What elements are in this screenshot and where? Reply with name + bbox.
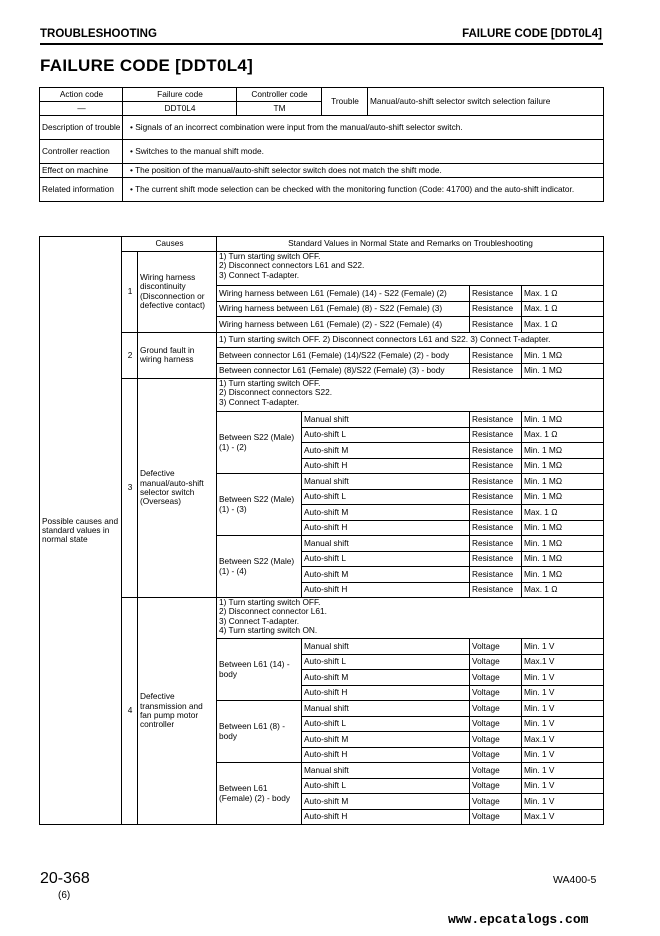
cause-1-row-1-type: Resistance [470,286,522,302]
cause-4-g2-r1-type: Voltage [470,701,522,717]
cause-3-g3-r4-pos: Auto-shift H [302,582,470,598]
cause-4-g2-r4-pos: Auto-shift H [302,747,470,763]
effect-label: Effect on machine [40,164,123,178]
cause-3-g1-r4-value: Min. 1 MΩ [522,458,604,474]
cause-3-g2-r2-pos: Auto-shift L [302,489,470,505]
cause-3-g2-r3-value: Max. 1 Ω [522,505,604,521]
cause-4-g2-r3-value: Max.1 V [522,732,604,748]
cause-4-g1-r1-pos: Manual shift [302,639,470,655]
cause-2-name: Ground fault in wiring harness [138,332,217,379]
cause-3-group-1-between: Between S22 (Male) (1) - (2) [217,412,302,474]
col-standard-values: Standard Values in Normal State and Remarks on Troubleshooting [217,237,604,252]
cause-2-row-1-type: Resistance [470,348,522,364]
effect-text: • The position of the manual/auto-shift selector switch does not match the shift mode. [130,165,442,175]
cause-3-g2-r3-type: Resistance [470,505,522,521]
cause-3-g1-r3-value: Min. 1 MΩ [522,443,604,459]
possible-causes-label: Possible causes and standard values in normal state [40,237,122,825]
cause-1-row-2-type: Resistance [470,301,522,317]
header-rule [40,43,603,45]
cause-4-step-2: 2) Disconnect connector L61. [219,606,327,617]
cause-3-g1-r1-type: Resistance [470,412,522,428]
watermark-url: www.epcatalogs.com [448,912,589,927]
cause-4-g3-r4-pos: Auto-shift H [302,809,470,825]
cause-3-group-3-between: Between S22 (Male) (1) - (4) [217,536,302,598]
section-header: TROUBLESHOOTING [40,28,157,40]
cause-3-g2-r4-pos: Auto-shift H [302,520,470,536]
causes-table [39,236,604,825]
cause-2-steps: 1) Turn starting switch OFF. 2) Disconnect connectors L61 and S22. 3) Connect T-adapter. [217,332,604,348]
cause-3-g1-r2-value: Max. 1 Ω [522,427,604,443]
cause-3-g1-r4-type: Resistance [470,458,522,474]
machine-model: WA400-5 [553,874,597,886]
cause-1-row-1-value: Max. 1 Ω [522,286,604,302]
controller-reaction-text: • Switches to the manual shift mode. [130,146,264,156]
cause-3-g3-r3-type: Resistance [470,567,522,583]
cause-4-number: 4 [122,598,138,825]
cause-3-g3-r2-type: Resistance [470,551,522,567]
revision-number: (6) [58,890,71,901]
cause-3-g2-r3-pos: Auto-shift M [302,505,470,521]
cause-3-number: 3 [122,379,138,598]
cause-4-g2-r2-value: Min. 1 V [522,716,604,732]
cause-3-name: Defective manual/auto-shift selector switch (Overseas) [138,379,217,598]
cause-4-g2-r2-type: Voltage [470,716,522,732]
cause-1-row-2-value: Max. 1 Ω [522,301,604,317]
cause-4-g1-r3-value: Min. 1 V [522,670,604,686]
cause-3-step-2: 2) Disconnect connectors S22. [219,387,333,398]
cause-4-g1-r1-type: Voltage [470,639,522,655]
page-title: FAILURE CODE [DDT0L4] [40,56,254,75]
cause-2-row-2-type: Resistance [470,363,522,379]
cause-2-row-1-value: Min. 1 MΩ [522,348,604,364]
cause-4-g3-r2-value: Min. 1 V [522,778,604,794]
cause-3-g1-r2-pos: Auto-shift L [302,427,470,443]
cause-4-g2-r3-pos: Auto-shift M [302,732,470,748]
cause-3-g2-r4-value: Min. 1 MΩ [522,520,604,536]
action-code-value: — [40,102,123,116]
col-failure-code: Failure code [123,88,237,102]
cause-4-g1-r4-type: Voltage [470,685,522,701]
cause-3-g3-r4-value: Max. 1 Ω [522,582,604,598]
cause-3-g2-r2-value: Min. 1 MΩ [522,489,604,505]
cause-3-g3-r2-pos: Auto-shift L [302,551,470,567]
description-label: Description of trouble [40,116,123,140]
cause-4-step-4: 4) Turn starting switch ON. [219,624,318,635]
cause-2-number: 2 [122,332,138,379]
cause-3-g2-r1-value: Min. 1 MΩ [522,474,604,490]
cause-3-g1-r1-value: Min. 1 MΩ [522,412,604,428]
cause-4-step-1: 1) Turn starting switch OFF. [219,597,321,607]
failure-code-value: DDT0L4 [123,102,237,116]
cause-4-g2-r3-type: Voltage [470,732,522,748]
col-causes: Causes [122,237,217,252]
cause-4-group-3-between: Between L61 (Female) (2) - body [217,763,302,825]
cause-1-row-3-type: Resistance [470,317,522,333]
cause-3-g3-r3-pos: Auto-shift M [302,567,470,583]
trouble-label: Trouble [322,88,368,116]
cause-3-g2-r1-type: Resistance [470,474,522,490]
cause-4-g2-r4-value: Min. 1 V [522,747,604,763]
cause-1-row-3-desc: Wiring harness between L61 (Female) (2) - S22 (Female) (4) [217,317,470,333]
controller-code-value: TM [237,102,322,116]
cause-4-step-3: 3) Connect T-adapter. [219,615,300,626]
col-controller-code: Controller code [237,88,322,102]
cause-4-group-2-between: Between L61 (8) - body [217,701,302,763]
cause-1-number: 1 [122,252,138,333]
cause-3-group-2-between: Between S22 (Male) (1) - (3) [217,474,302,536]
cause-3-g3-r1-type: Resistance [470,536,522,552]
cause-4-g3-r1-pos: Manual shift [302,763,470,779]
cause-3-g1-r4-pos: Auto-shift H [302,458,470,474]
cause-4-g2-r2-pos: Auto-shift L [302,716,470,732]
cause-4-g3-r4-type: Voltage [470,809,522,825]
cause-1-step-2: 2) Disconnect connectors L61 and S22. [219,260,365,271]
cause-3-g2-r1-pos: Manual shift [302,474,470,490]
failure-code-header: FAILURE CODE [DDT0L4] [462,28,602,40]
cause-4-g1-r1-value: Min. 1 V [522,639,604,655]
cause-4-g3-r1-value: Min. 1 V [522,763,604,779]
cause-4-g3-r1-type: Voltage [470,763,522,779]
cause-3-g3-r1-value: Min. 1 MΩ [522,536,604,552]
cause-2-row-1-desc: Between connector L61 (Female) (14)/S22 (Female) (2) - body [217,348,470,364]
cause-3-g1-r1-pos: Manual shift [302,412,470,428]
cause-4-g3-r3-type: Voltage [470,794,522,810]
cause-3-g2-r4-type: Resistance [470,520,522,536]
description-text: • Signals of an incorrect combination were input from the manual/auto-shift selector switch. [130,122,463,132]
cause-1-row-2-desc: Wiring harness between L61 (Female) (8) - S22 (Female) (3) [217,301,470,317]
cause-1-name: Wiring harness discontinuity (Disconnection or defective contact) [138,252,217,333]
cause-4-g1-r3-type: Voltage [470,670,522,686]
cause-4-g2-r1-pos: Manual shift [302,701,470,717]
col-action-code: Action code [40,88,123,102]
cause-3-step-1: 1) Turn starting switch OFF. [219,378,321,388]
cause-4-g1-r2-value: Max.1 V [522,654,604,670]
trouble-value: Manual/auto-shift selector switch selection failure [368,88,604,116]
cause-4-g2-r4-type: Voltage [470,747,522,763]
cause-4-group-1-between: Between L61 (14) - body [217,639,302,701]
cause-4-g3-r4-value: Max.1 V [522,809,604,825]
related-info-text: • The current shift mode selection can be checked with the monitoring function (Code: 41700) and the auto-shift indicator. [130,184,574,194]
cause-1-row-3-value: Max. 1 Ω [522,317,604,333]
cause-2-row-2-value: Min. 1 MΩ [522,363,604,379]
cause-1-step-3: 3) Connect T-adapter. [219,269,300,280]
cause-4-g1-r3-pos: Auto-shift M [302,670,470,686]
cause-4-g1-r2-pos: Auto-shift L [302,654,470,670]
cause-3-g3-r4-type: Resistance [470,582,522,598]
cause-3-g3-r3-value: Min. 1 MΩ [522,567,604,583]
cause-4-g1-r2-type: Voltage [470,654,522,670]
cause-4-g3-r3-value: Min. 1 V [522,794,604,810]
cause-2-row-2-desc: Between connector L61 (Female) (8)/S22 (Female) (3) - body [217,363,470,379]
cause-3-g3-r2-value: Min. 1 MΩ [522,551,604,567]
cause-4-g1-r4-pos: Auto-shift H [302,685,470,701]
cause-3-g1-r3-type: Resistance [470,443,522,459]
cause-3-g2-r2-type: Resistance [470,489,522,505]
cause-1-row-1-desc: Wiring harness between L61 (Female) (14) - S22 (Female) (2) [217,286,470,302]
cause-3-step-3: 3) Connect T-adapter. [219,396,300,407]
page-number: 20-368 [40,870,90,887]
cause-4-g3-r3-pos: Auto-shift M [302,794,470,810]
info-table [39,87,604,202]
cause-4-g3-r2-pos: Auto-shift L [302,778,470,794]
cause-3-g3-r1-pos: Manual shift [302,536,470,552]
cause-1-step-1: 1) Turn starting switch OFF. [219,251,321,261]
cause-4-g2-r1-value: Min. 1 V [522,701,604,717]
cause-4-g3-r2-type: Voltage [470,778,522,794]
cause-4-g1-r4-value: Min. 1 V [522,685,604,701]
related-info-label: Related information [40,178,123,202]
cause-3-g1-r2-type: Resistance [470,427,522,443]
cause-4-name: Defective transmission and fan pump motor controller [138,598,217,825]
controller-reaction-label: Controller reaction [40,140,123,164]
cause-3-g1-r3-pos: Auto-shift M [302,443,470,459]
